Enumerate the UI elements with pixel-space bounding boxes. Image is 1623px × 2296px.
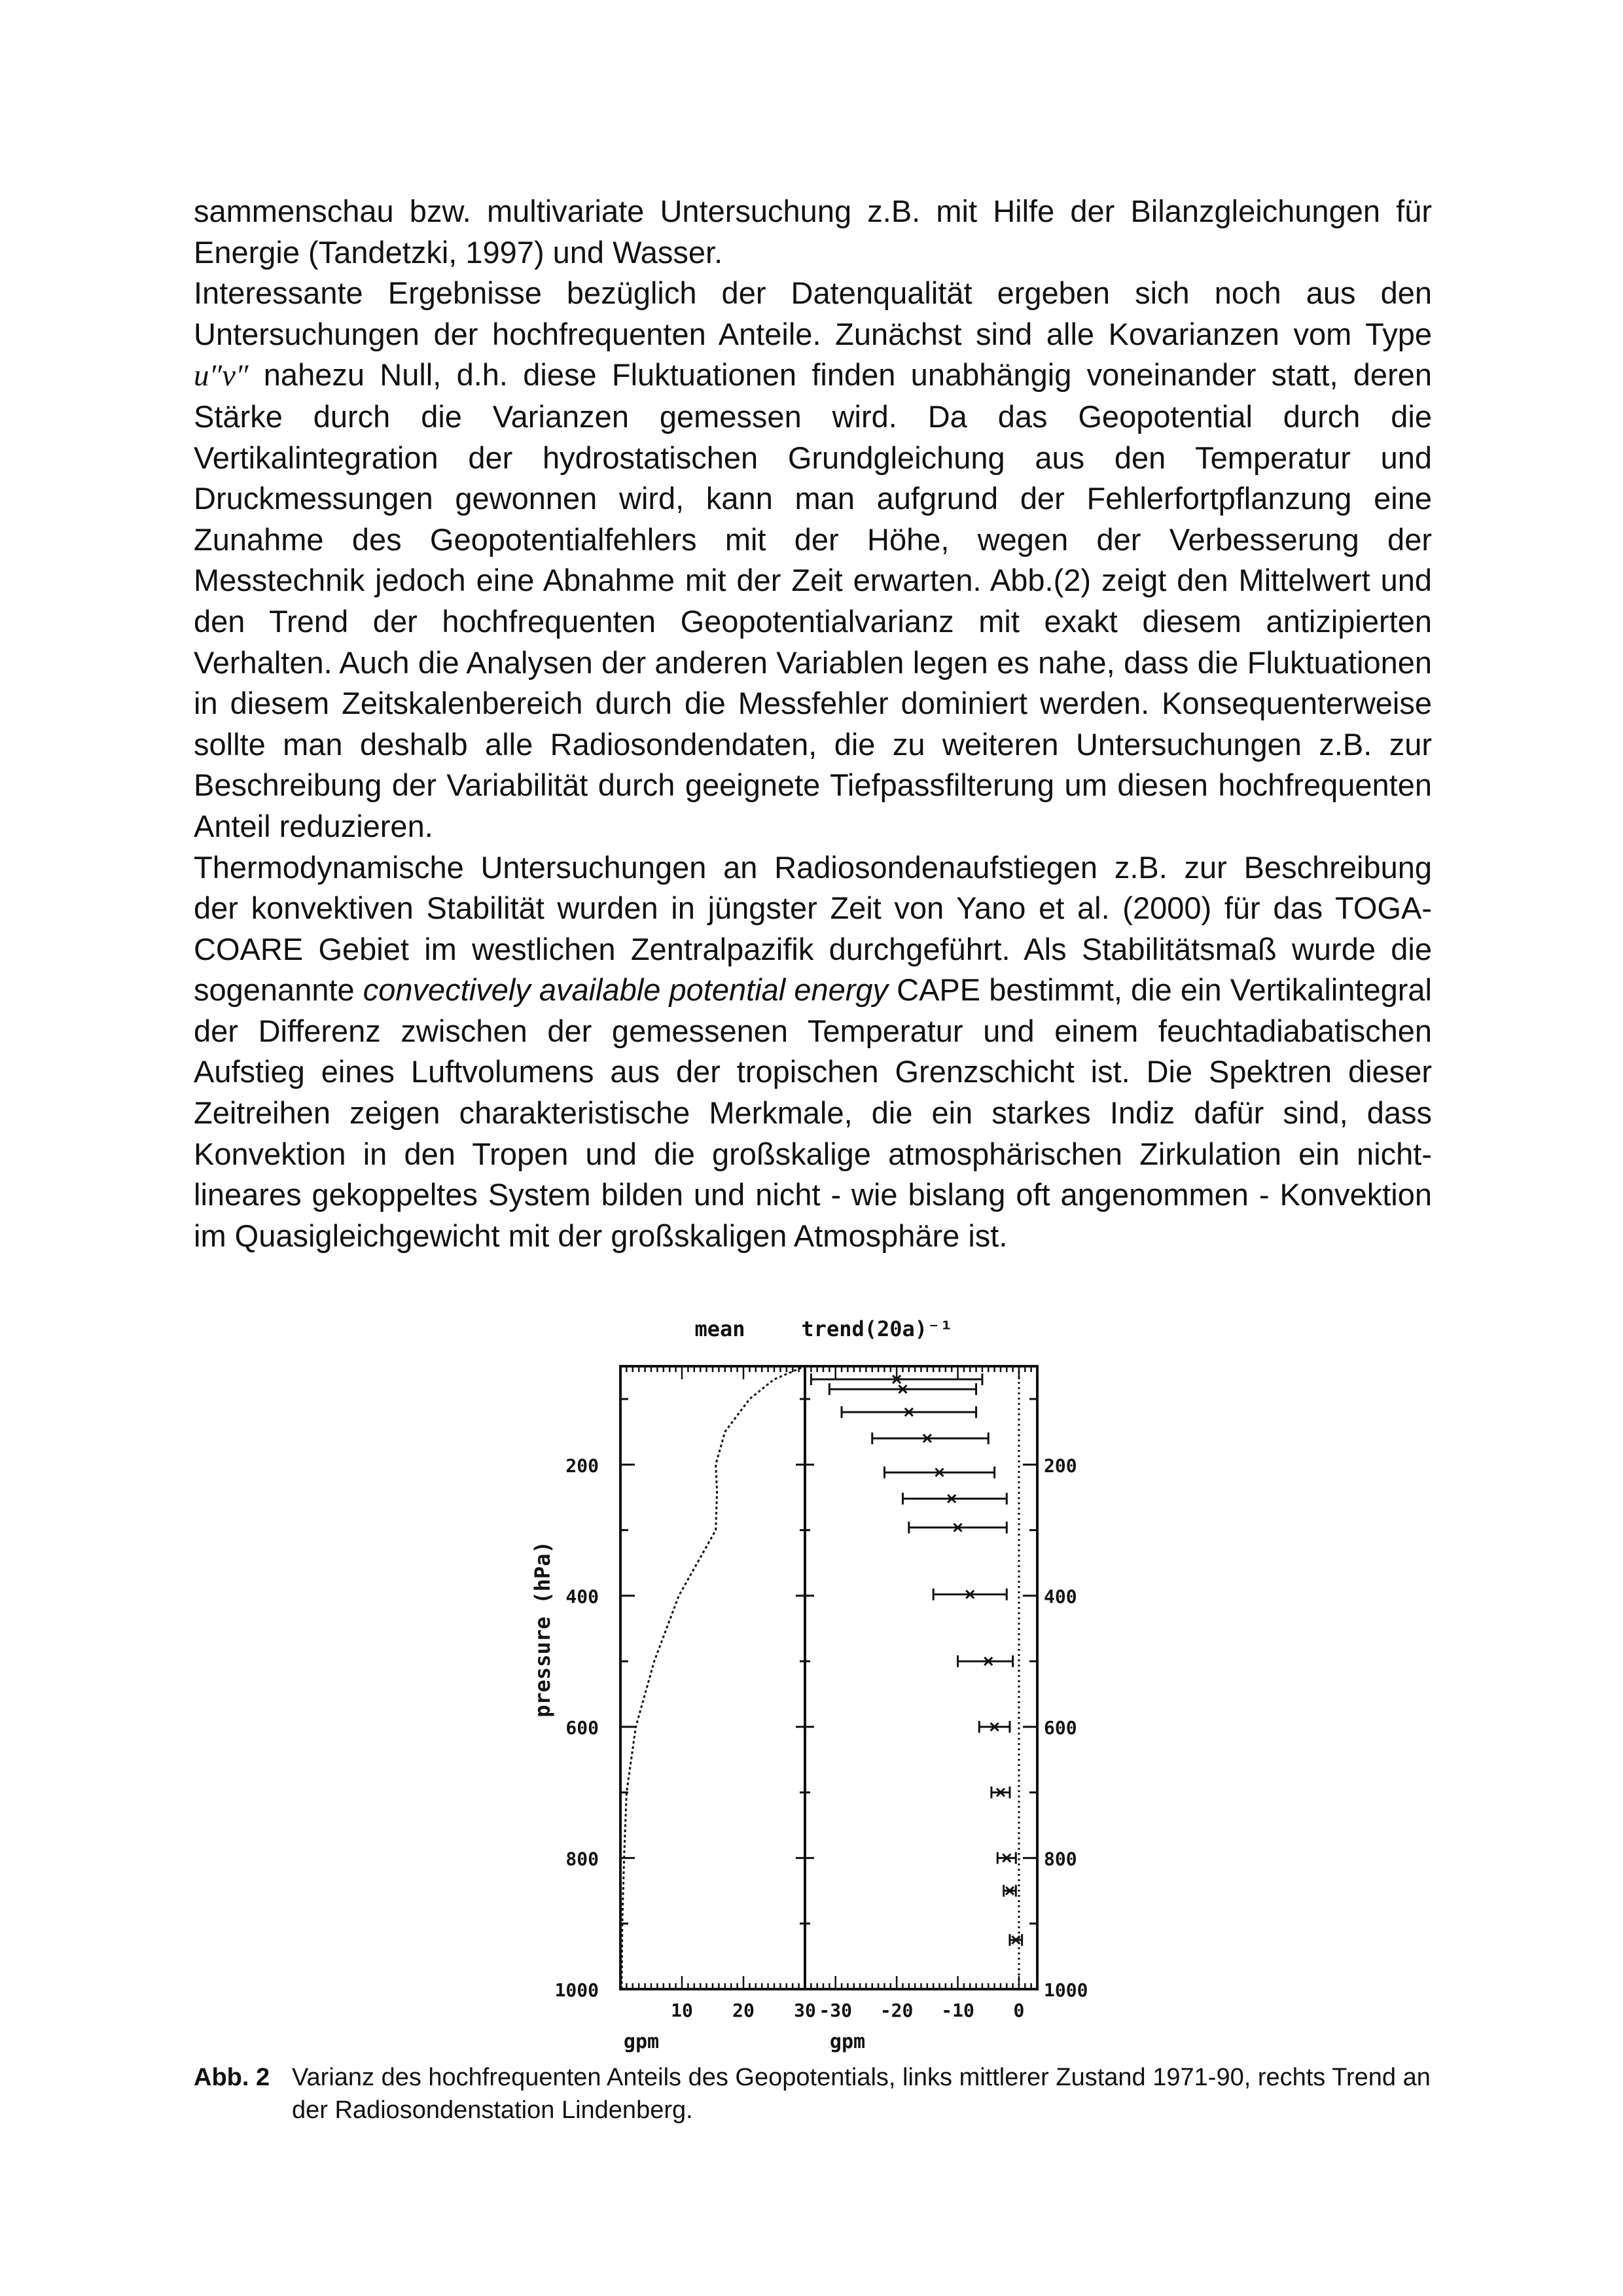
- axis-ticks: [555, 1366, 1088, 2021]
- y-tick-label-left: 400: [565, 1585, 599, 1608]
- figure-2-svg: [497, 1302, 1152, 2061]
- x-tick-label-trend: -20: [880, 2000, 914, 2021]
- trend-error-bar: [933, 1589, 1007, 1600]
- paragraph-2: [194, 273, 1432, 847]
- trend-error-bar: [979, 1721, 1010, 1733]
- figure-caption: [194, 2061, 1432, 2127]
- y-tick-label-right: 1000: [1044, 1979, 1088, 2001]
- x-tick-label-mean: 30: [794, 2000, 816, 2021]
- y-axis-label: pressure (hPa): [530, 1541, 555, 1718]
- y-tick-label-right: 400: [1044, 1585, 1077, 1608]
- y-tick-label-left: 800: [565, 1848, 599, 1870]
- trend-panel-frame: [805, 1366, 1037, 1989]
- paragraph-2-text-b: nahezu Null, d.h. diese Fluktuationen finden unabhängig voneinander statt, deren Stärke durch die Varianzen gemessen wird. Da das Geopotential durch die Vertikalintegration der hydrostatischen Grundgleichung aus den Temperatur und Druckmessungen gewonnen wird, kann man aufgrund der Fehlerfortpflanzung eine Zunahme des Geopotentialfehlers mit der Höhe, wegen der Verbesserung der Messtechnik jedoch eine Abnahme mit der Zeit erwarten. Abb.(2) zeigt den Mittelwert und den Trend der hochfrequenten Geopotentialvarianz mit exakt diesem antizipierten Verhalten. Auch die Analysen der anderen Variablen legen es nahe, dass die Fluktuationen in diesem Zeitskalenbereich durch die Messfehler dominiert werden. Konsequenterweise sollte man deshalb alle Radiosondendaten, die zu weiteren Untersuchungen z.B. zur Beschreibung der Variabilität durch geeignete Tiefpassfilterung um diesen hochfrequenten Anteil reduzieren.: [194, 357, 1432, 843]
- body-text: [194, 191, 1432, 1256]
- mean-variance-curve: [622, 1368, 802, 1989]
- trend-error-bar: [842, 1406, 976, 1418]
- y-tick-label-right: 200: [1044, 1455, 1077, 1477]
- x-tick-label-mean: 20: [732, 2000, 755, 2021]
- trend-error-bar: [909, 1522, 1007, 1534]
- trend-error-bar: [829, 1383, 976, 1395]
- covariance-symbol: u″v″: [194, 359, 249, 393]
- x-tick-label-trend: 0: [1013, 2000, 1025, 2021]
- trend-error-bar: [997, 1852, 1016, 1864]
- trend-panel-title: trend(20a)⁻¹: [801, 1316, 953, 1341]
- x-tick-label-trend: -30: [819, 2000, 852, 2021]
- x-tick-label-mean: 10: [671, 2000, 693, 2021]
- trend-error-bar: [958, 1655, 1013, 1667]
- caption-text: Varianz des hochfrequenten Anteils des Geopotentials, links mittlerer Zustand 1971-90, rechts Trend an der Radiosondenstation Lindenberg.: [292, 2064, 1431, 2124]
- paragraph-1: [194, 191, 1432, 273]
- caption-label: Abb. 2: [194, 2064, 270, 2091]
- trend-error-bar: [872, 1432, 989, 1444]
- trend-error-bar: [902, 1492, 1007, 1504]
- trend-error-bar: [991, 1786, 1010, 1798]
- y-tick-label-left: 600: [565, 1717, 599, 1739]
- cape-term: convectively available potential energy: [363, 972, 889, 1008]
- paragraph-3-text-a: Thermodynamische Untersuchungen an Radiosondenaufstiegen z.B. zur Beschreibung der konvektiven Stabilität wurden in jüngster Zeit von Yano et al. (2000) für das TOGA-COARE Gebiet im westlichen Zentralpazifik durchgeführt. Als Stabilitätsmaß wurde die sogenannte: [194, 849, 1432, 1008]
- y-tick-label-left: 1000: [554, 1979, 599, 2001]
- mean-series-group: [622, 1368, 802, 1989]
- trend-error-bar: [1010, 1934, 1022, 1946]
- trend-error-bar: [1004, 1885, 1016, 1897]
- trend-x-axis-label: gpm: [829, 2030, 866, 2053]
- paragraph-1-text: sammenschau bzw. multivariate Untersuchung z.B. mit Hilfe der Bilanzgleichungen für Energie (Tandetzki, 1997) und Wasser.: [194, 194, 1432, 270]
- x-tick-label-trend: -10: [941, 2000, 974, 2021]
- paragraph-2-text-a: Interessante Ergebnisse bezüglich der Datenqualität ergeben sich noch aus den Untersuchungen der hochfrequenten Anteile. Zunächst sind alle Kovarianzen vom Type: [194, 275, 1432, 351]
- figure-2: [497, 1302, 1152, 2061]
- trend-error-bar: [884, 1466, 994, 1478]
- mean-panel-frame: [620, 1366, 805, 1989]
- y-tick-label-right: 600: [1044, 1717, 1077, 1739]
- mean-panel-title: mean: [694, 1316, 745, 1341]
- paragraph-3: [194, 847, 1432, 1257]
- y-tick-label-left: 200: [565, 1455, 599, 1477]
- y-tick-label-right: 800: [1044, 1848, 1077, 1870]
- mean-x-axis-label: gpm: [623, 2030, 660, 2053]
- paragraph-3-text-b: CAPE bestimmt, die ein Vertikalintegral der Differenz zwischen der gemessenen Temperatur und einem feuchtadiabatischen Aufstieg eines Luftvolumens aus der tropischen Grenzschicht ist. Die Spektren dieser Zeitreihen zeigen charakteristische Merkmale, die ein starkes Indiz dafür sind, dass Konvektion in den Tropen und die großskalige atmosphärischen Zirkulation ein nicht-lineares gekoppeltes System bilden und nicht - wie bislang oft angenommen - Konvektion im Quasigleichgewicht mit der großskaligen Atmosphäre ist.: [194, 972, 1432, 1253]
- trend-series-group: [811, 1366, 1022, 1989]
